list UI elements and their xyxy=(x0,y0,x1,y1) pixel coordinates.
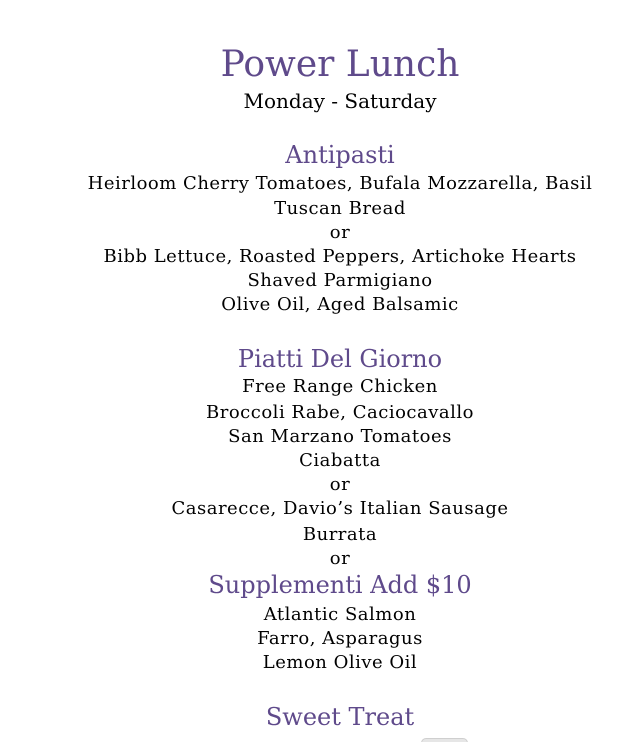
scroll-handle[interactable] xyxy=(421,738,468,742)
menu-subtitle: Monday - Saturday xyxy=(243,89,437,113)
menu-line: Ciabatta xyxy=(299,450,381,471)
menu-line: or xyxy=(329,548,351,569)
menu-line: Atlantic Salmon xyxy=(263,604,417,625)
menu-line: Shaved Parmigiano xyxy=(247,270,433,291)
menu-line: Free Range Chicken xyxy=(242,376,438,397)
menu-line: Tuscan Bread xyxy=(274,198,406,219)
menu-line: Heirloom Cherry Tomatoes, Bufala Mozzarella, Basil xyxy=(87,173,593,194)
menu-line: Broccoli Rabe, Caciocavallo xyxy=(206,402,474,423)
menu-line: Farro, Asparagus xyxy=(257,628,423,649)
menu-line: Olive Oil, Aged Balsamic xyxy=(221,294,459,315)
menu-title: Power Lunch xyxy=(220,44,460,85)
menu-line: Casarecce, Davio’s Italian Sausage xyxy=(171,498,509,519)
menu-line: or xyxy=(329,474,351,495)
menu-line: or xyxy=(329,222,351,243)
menu-line: San Marzano Tomatoes xyxy=(228,426,452,447)
menu-line: Lemon Olive Oil xyxy=(262,652,418,673)
section-heading-sweet-treat: Sweet Treat xyxy=(265,703,415,731)
section-heading-antipasti: Antipasti xyxy=(285,141,395,169)
menu-line: Burrata xyxy=(302,524,378,545)
section-heading-supplementi: Supplementi Add $10 xyxy=(208,571,472,599)
section-heading-piatti-del-giorno: Piatti Del Giorno xyxy=(237,345,443,373)
menu-line: Bibb Lettuce, Roasted Peppers, Artichoke Hearts xyxy=(103,246,577,267)
